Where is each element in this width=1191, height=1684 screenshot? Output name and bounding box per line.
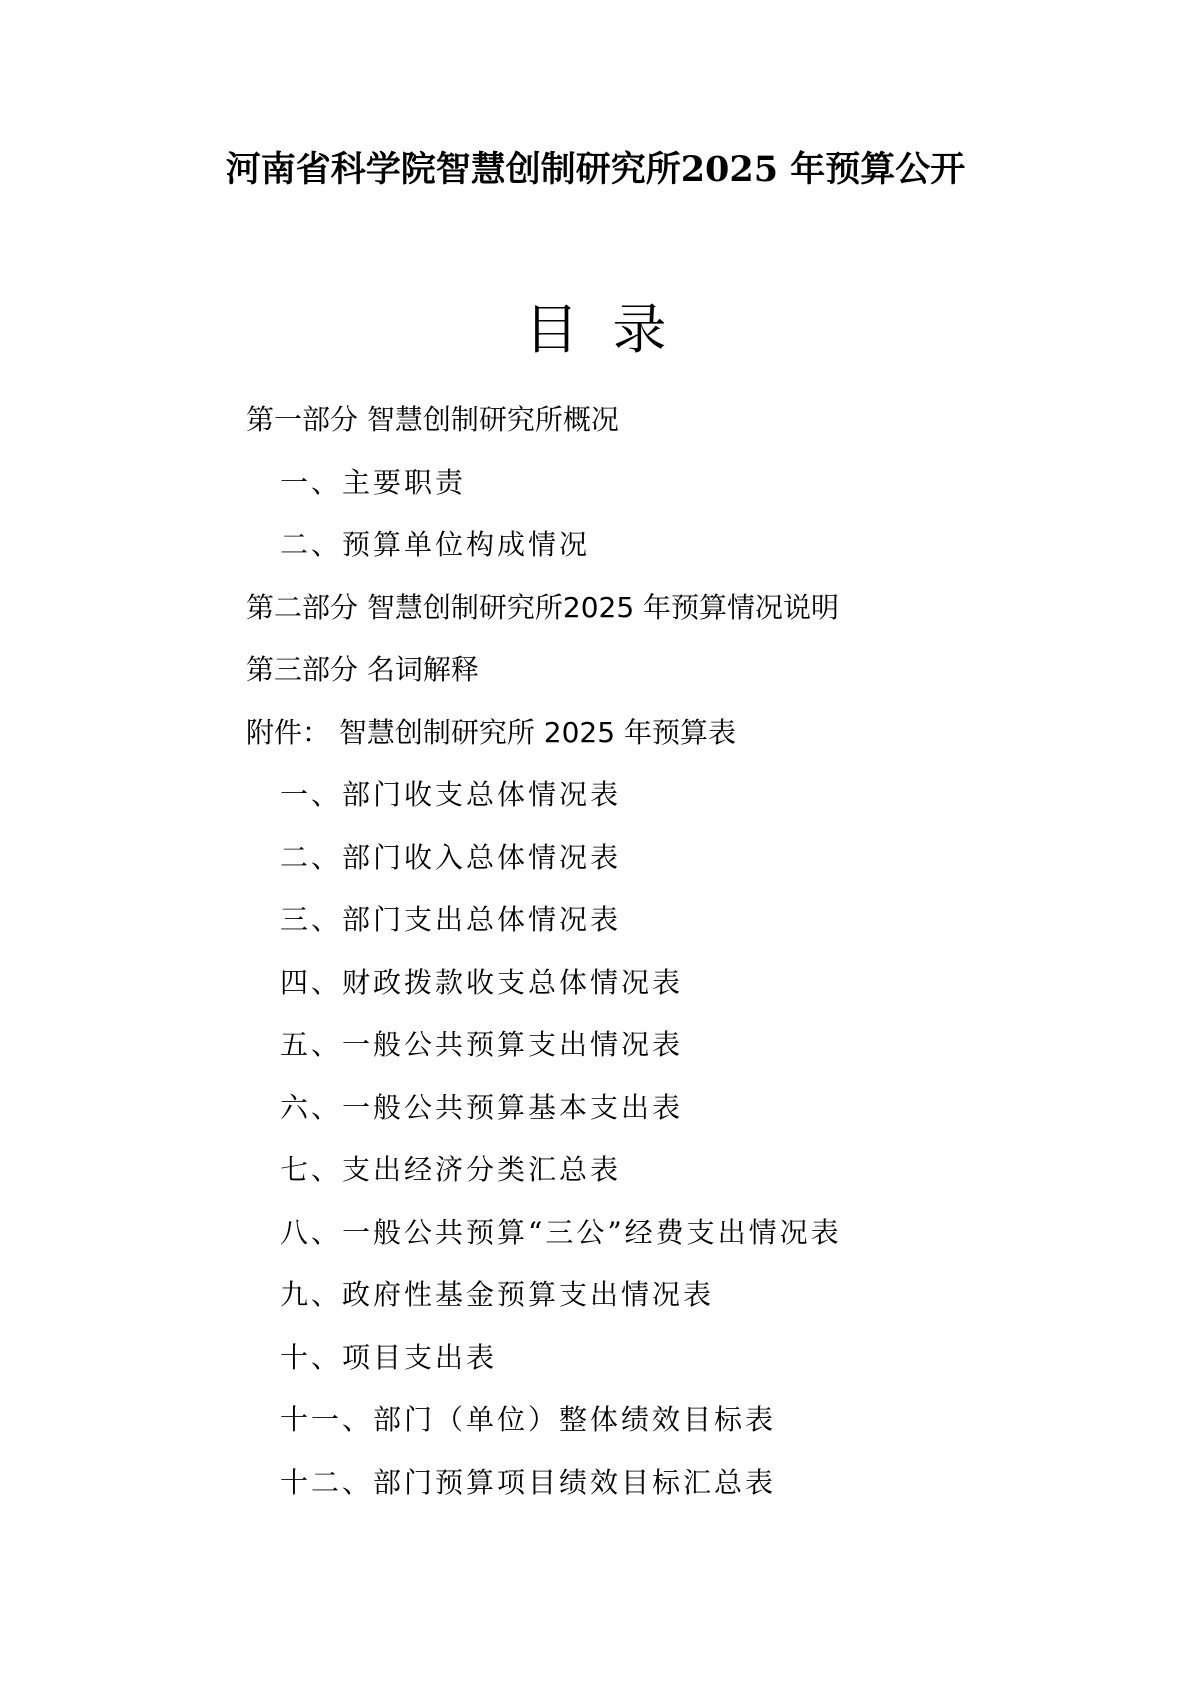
toc-part-entry: 第三部分 名词解释 <box>246 653 479 686</box>
toc-sub-entry: 十一、部门（单位）整体绩效目标表 <box>280 1403 777 1436</box>
toc-sub-entry: 一、部门收支总体情况表 <box>280 778 622 811</box>
toc-sub-entry: 三、部门支出总体情况表 <box>280 903 622 936</box>
toc-sub-entry: 四、财政拨款收支总体情况表 <box>280 966 684 999</box>
toc-sub-entry: 二、预算单位构成情况 <box>280 528 591 561</box>
toc-sub-entry: 十二、部门预算项目绩效目标汇总表 <box>280 1466 777 1499</box>
toc-sub-entry: 一、主要职责 <box>280 466 467 499</box>
toc-sub-entry: 五、一般公共预算支出情况表 <box>280 1028 684 1061</box>
toc-sub-entry: 八、一般公共预算“三公”经费支出情况表 <box>280 1216 842 1249</box>
toc-heading: 目录 <box>524 298 701 361</box>
toc-part-entry: 第二部分 智慧创制研究所2025 年预算情况说明 <box>246 591 840 624</box>
document-title: 河南省科学院智慧创制研究所2025 年预算公开 <box>225 149 966 190</box>
toc-attachment-entry: 附件： 智慧创制研究所 2025 年预算表 <box>246 716 736 749</box>
toc-part-entry: 第一部分 智慧创制研究所概况 <box>246 403 619 436</box>
toc-sub-entry: 九、政府性基金预算支出情况表 <box>280 1278 715 1311</box>
toc-sub-entry: 二、部门收入总体情况表 <box>280 841 622 874</box>
toc-sub-entry: 七、支出经济分类汇总表 <box>280 1153 622 1186</box>
toc-sub-entry: 六、一般公共预算基本支出表 <box>280 1091 684 1124</box>
toc-sub-entry: 十、项目支出表 <box>280 1341 498 1374</box>
